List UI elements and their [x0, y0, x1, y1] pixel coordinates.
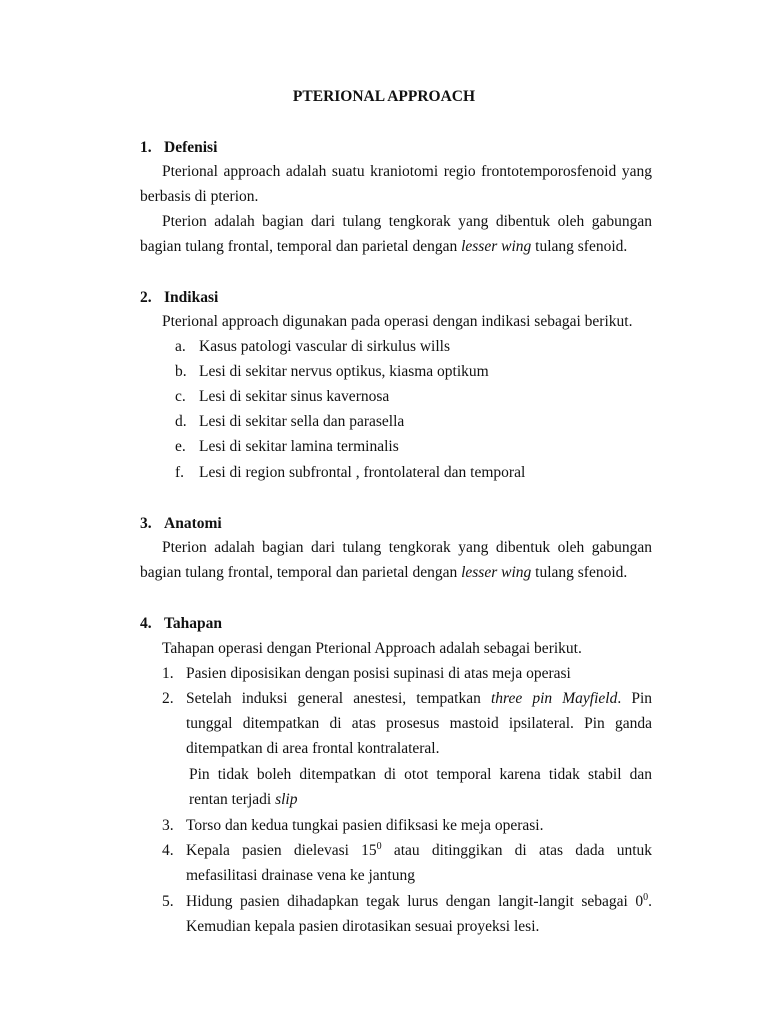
- step-note: Pin tidak boleh ditempatkan di otot temporal karena tidak stabil dan rentan terjadi slip: [189, 766, 652, 809]
- list-item: e. Lesi di sekitar lamina terminalis: [175, 438, 399, 455]
- section-heading-indikasi: [140, 288, 218, 308]
- list-item: b. Lesi di sekitar nervus optikus, kiasma optikum: [175, 363, 489, 380]
- section-number: 3.: [140, 515, 152, 532]
- step-item: 1. Pasien diposisikan dengan posisi supinasi di atas meja operasi: [162, 665, 571, 682]
- section-heading-tahapan: [140, 614, 222, 634]
- step-item: 3. Torso dan kedua tungkai pasien difiksasi ke meja operasi.: [162, 817, 544, 834]
- list-item: f. Lesi di region subfrontal , frontolateral dan temporal: [175, 464, 526, 481]
- section-number: 1.: [140, 139, 152, 156]
- list-item: c. Lesi di sekitar sinus kavernosa: [175, 388, 390, 405]
- section-title: Defenisi: [164, 139, 218, 156]
- page-title: PTERIONAL APPROACH: [292, 88, 476, 105]
- paragraph-pterion: Pterion adalah bagian dari tulang tengkorak yang dibentuk oleh gabungan bagian tulang frontal, temporal dan parietal dengan lesser wing tulang sfenoid.: [140, 213, 652, 256]
- step-item: 2. Setelah induksi general anestesi, tempatkan three pin Mayfield. Pin tunggal ditempatkan di atas prosesus mastoid ipsilateral. Pin ganda ditempatkan di area frontal kontralateral.: [162, 690, 653, 758]
- step-item: 4. Kepala pasien dielevasi $15^0$ atau ditinggikan di atas dada untuk mefasilitasi drainase vena ke jantung: [162, 841, 653, 885]
- step-item: 5. Hidung pasien dihadapkan tegak lurus dengan langit-langit sebagai $0^0$. Kemudian kepala pasien dirotasikan sesuai proyeksi lesi.: [162, 892, 652, 936]
- paragraph-definition: Pterional approach adalah suatu kraniotomi regio frontotemporosfenoid yang berbasis di pterion.: [140, 163, 652, 206]
- list-item: d. Lesi di sekitar sella dan parasella: [175, 413, 405, 430]
- section-title: Indikasi: [164, 289, 219, 306]
- list-item: a. Kasus patologi vascular di sirkulus wills: [175, 338, 450, 355]
- section-lead: Tahapan operasi dengan Pterional Approach adalah sebagai berikut.: [162, 640, 582, 657]
- section-heading-anatomi: [140, 514, 222, 534]
- section-title: Anatomi: [164, 515, 222, 532]
- section-heading-defenisi: [140, 138, 217, 158]
- section-number: 4.: [140, 615, 152, 632]
- section-number: 2.: [140, 289, 152, 306]
- paragraph-anatomi: Pterion adalah bagian dari tulang tengkorak yang dibentuk oleh gabungan bagian tulang frontal, temporal dan parietal dengan lesser wing tulang sfenoid.: [140, 539, 652, 582]
- section-title: Tahapan: [164, 615, 223, 632]
- section-lead: Pterional approach digunakan pada operasi dengan indikasi sebagai berikut.: [162, 313, 633, 330]
